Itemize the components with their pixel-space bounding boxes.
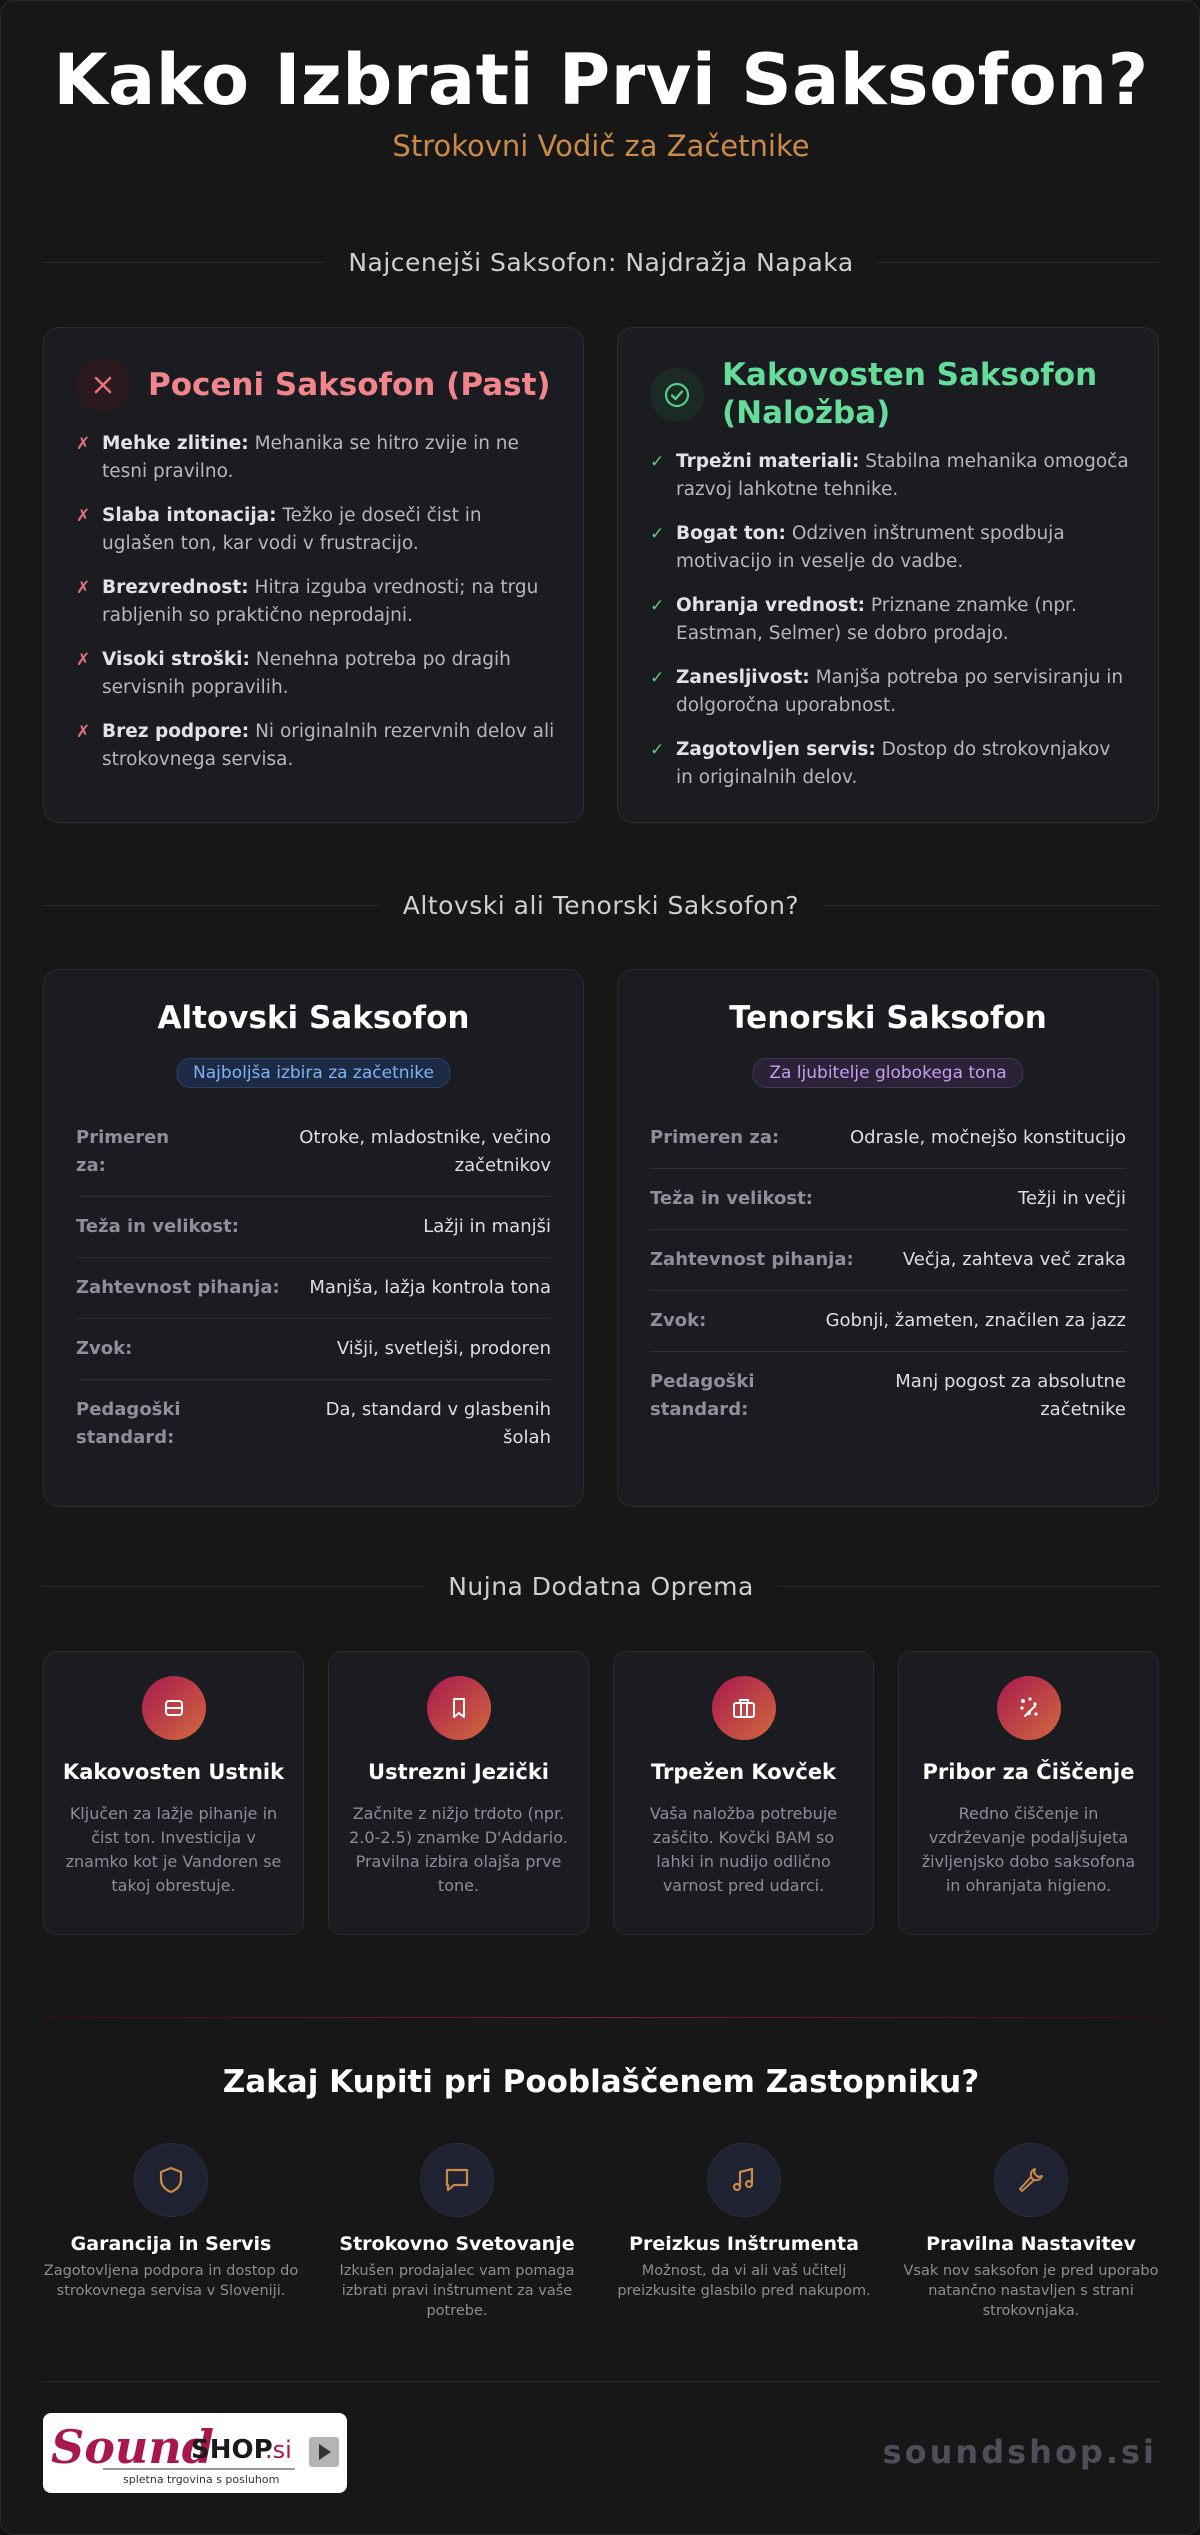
list-item — [76, 646, 555, 702]
section-heading-text: Altovski ali Tenorski Saksofon? — [379, 891, 823, 920]
list-item — [76, 718, 555, 774]
svg-text:Sound: Sound — [51, 2420, 214, 2474]
spec-row — [76, 1197, 551, 1258]
spec-key: Zvok: — [76, 1338, 133, 1359]
spec-row — [650, 1169, 1126, 1230]
why-buy-title: Zakaj Kupiti pri Pooblaščenem Zastopniku? — [222, 2064, 980, 2100]
item-label: Slaba intonacija: — [102, 505, 277, 526]
item-text: Hitra izguba vrednosti; na trgu rabljenih so praktično neprodajni. — [102, 577, 539, 626]
equipment-text: Redno čiščenje in vzdrževanje podaljšujeta življenjsko dobo saksofona in ohranjata higieno. — [921, 1804, 1136, 1895]
spec-value: Večja, zahteva več zraka — [902, 1249, 1126, 1270]
check-circle-icon — [650, 368, 704, 422]
why-item-text: Vsak nov saksofon je pred uporabo natančno nastavljen s strani strokovnjaka. — [903, 2263, 1159, 2319]
spec-key: Zahtevnost pihanja: — [650, 1249, 854, 1270]
spec-value: Težji in večji — [1018, 1188, 1126, 1209]
spec-key: Primeren za: — [76, 1127, 170, 1176]
spec-row — [76, 1319, 551, 1380]
equipment-card-case — [613, 1651, 874, 1935]
x-mark-icon: ✗ — [76, 434, 91, 454]
item-label: Zagotovljen servis: — [676, 739, 876, 760]
svg-text:.si: .si — [265, 2436, 292, 2464]
check-mark-icon: ✓ — [650, 452, 665, 472]
item-label: Brezvrednost: — [102, 577, 249, 598]
accent-divider — [43, 2017, 1159, 2018]
spec-value: Gobnji, žameten, značilen za jazz — [825, 1310, 1126, 1331]
spec-row — [650, 1291, 1126, 1352]
spec-key: Primeren za: — [650, 1127, 780, 1148]
chat-icon — [420, 2143, 494, 2217]
mouthpiece-icon — [142, 1676, 206, 1740]
cheap-panel-title: Poceni Saksofon (Past) — [148, 367, 551, 403]
footer-divider — [43, 2381, 1159, 2382]
why-item-title: Pravilna Nastavitev — [926, 2233, 1136, 2255]
item-text: Dostop do strokovnjakov in originalnih delov. — [676, 739, 1111, 788]
section-heading-alto-vs-tenor — [43, 885, 1159, 925]
why-item-text: Izkušen prodajalec vam pomaga izbrati pravi inštrument za vaše potrebe. — [339, 2263, 575, 2319]
item-label: Trpežni materiali: — [676, 451, 860, 472]
why-item-text: Zagotovljena podpora in dostop do strokovnega servisa v Sloveniji. — [43, 2263, 299, 2299]
shield-icon — [134, 2143, 208, 2217]
item-text: Nenehna potreba po dragih servisnih popravilih. — [102, 649, 511, 698]
item-label: Bogat ton: — [676, 523, 786, 544]
check-mark-icon: ✓ — [650, 740, 665, 760]
page-subtitle: Strokovni Vodič za Začetnike — [392, 129, 810, 163]
equipment-title: Pribor za Čiščenje — [922, 1760, 1135, 1784]
equipment-text: Začnite z nižjo trdoto (npr. 2.0-2.5) znamke D'Addario. Pravilna izbira olajša prve tone. — [349, 1804, 568, 1895]
alto-badge: Najboljša izbira za začetnike — [176, 1058, 451, 1088]
item-label: Ohranja vrednost: — [676, 595, 866, 616]
spec-row — [650, 1230, 1126, 1291]
case-icon — [712, 1676, 776, 1740]
spec-key: Zahtevnost pihanja: — [76, 1277, 280, 1298]
spec-row — [76, 1108, 551, 1197]
x-mark-icon: ✗ — [76, 650, 91, 670]
tenor-card-title: Tenorski Saksofon — [729, 1000, 1047, 1036]
item-label: Mehke zlitine: — [102, 433, 249, 454]
equipment-title: Trpežen Kovček — [650, 1760, 837, 1784]
section-heading-text: Najcenejši Saksofon: Najdražja Napaka — [324, 248, 877, 277]
equipment-text: Ključen za lažje pihanje in čist ton. Investicija v znamko kot je Vandoren se takoj obrestuje. — [65, 1804, 282, 1895]
spec-key: Zvok: — [650, 1310, 707, 1331]
list-item — [650, 592, 1130, 648]
why-item-title: Strokovno Svetovanje — [339, 2233, 575, 2255]
quality-bullets — [650, 448, 1130, 808]
list-item — [650, 736, 1130, 792]
check-mark-icon: ✓ — [650, 596, 665, 616]
soundshop-logo[interactable] — [43, 2413, 347, 2493]
tenor-badge: Za ljubitelje globokega tona — [752, 1058, 1023, 1088]
equipment-card-reeds — [328, 1651, 589, 1935]
spec-row — [650, 1352, 1126, 1440]
spec-value: Lažji in manjši — [423, 1216, 551, 1237]
spec-key: Teža in velikost: — [650, 1188, 813, 1209]
soundshop-logo-graphic — [43, 2413, 347, 2493]
x-mark-icon: ✗ — [76, 578, 91, 598]
spec-value: Otroke, mladostnike, večino začetnikov — [299, 1127, 551, 1176]
cheap-bullets — [76, 430, 555, 790]
svg-text:SHOP: SHOP — [191, 2435, 273, 2465]
page-title: Kako Izbrati Prvi Saksofon? — [53, 39, 1149, 121]
x-mark-icon: ✗ — [76, 722, 91, 742]
item-label: Brez podpore: — [102, 721, 250, 742]
item-text: Manjša potreba po servisiranju in dolgoročna uporabnost. — [676, 667, 1124, 716]
item-text: Mehanika se hitro zvije in ne tesni pravilno. — [102, 433, 519, 482]
item-label: Zanesljivost: — [676, 667, 810, 688]
why-item-setup — [896, 2143, 1166, 2321]
bookmark-icon — [427, 1676, 491, 1740]
item-label: Visoki stroški: — [102, 649, 250, 670]
spec-key: Pedagoški standard: — [76, 1399, 181, 1448]
spec-row — [76, 1380, 551, 1468]
alto-saxophone-card — [43, 969, 584, 1507]
x-mark-icon: ✗ — [76, 506, 91, 526]
alto-spec-table — [76, 1108, 551, 1468]
item-text: Priznane znamke (npr. Eastman, Selmer) se dobro prodajo. — [676, 595, 1077, 644]
spec-row — [76, 1258, 551, 1319]
check-mark-icon: ✓ — [650, 668, 665, 688]
check-mark-icon: ✓ — [650, 524, 665, 544]
equipment-text: Vaša naložba potrebuje zaščito. Kovčki BAM so lahki in nudijo odlično varnost pred udarci. — [649, 1804, 838, 1895]
item-text: Ni originalnih rezervnih delov ali strokovnega servisa. — [102, 721, 555, 770]
alto-card-title: Altovski Saksofon — [157, 1000, 470, 1036]
list-item — [650, 448, 1130, 504]
equipment-title: Kakovosten Ustnik — [62, 1760, 285, 1784]
why-item-title: Preizkus Inštrumenta — [629, 2233, 859, 2255]
spec-value: Manjša, lažja kontrola tona — [309, 1277, 551, 1298]
music-note-icon — [707, 2143, 781, 2217]
why-item-title: Garancija in Servis — [70, 2233, 272, 2255]
spec-key: Teža in velikost: — [76, 1216, 239, 1237]
spec-value: Da, standard v glasbenih šolah — [325, 1399, 551, 1448]
equipment-card-cleaning — [898, 1651, 1159, 1935]
x-circle-icon — [76, 358, 130, 412]
cheap-saxophone-panel — [43, 327, 584, 823]
spec-value: Manj pogost za absolutne začetnike — [895, 1371, 1126, 1420]
item-text: Težko je doseči čist in uglašen ton, kar vodi v frustracijo. — [102, 505, 482, 554]
quality-saxophone-panel — [617, 327, 1159, 823]
spec-value: Odrasle, močnejšo konstitucijo — [850, 1127, 1126, 1148]
tenor-spec-table — [650, 1108, 1126, 1440]
why-item-text: Možnost, da vi ali vaš učitelj preizkusite glasbilo pred nakupom. — [617, 2263, 871, 2299]
list-item — [76, 574, 555, 630]
equipment-card-mouthpiece — [43, 1651, 304, 1935]
quality-panel-title: Kakovosten Saksofon (Naložba) — [722, 357, 1098, 431]
section-heading-text: Nujna Dodatna Oprema — [424, 1572, 778, 1601]
why-item-trial — [609, 2143, 879, 2301]
svg-text:spletna trgovina s posluhom: spletna trgovina s posluhom — [123, 2473, 280, 2486]
list-item — [76, 502, 555, 558]
item-text: Stabilna mehanika omogoča razvoj lahkotne tehnike. — [676, 451, 1129, 500]
list-item — [650, 520, 1130, 576]
cleaning-icon — [997, 1676, 1061, 1740]
equipment-title: Ustrezni Jezički — [368, 1760, 549, 1784]
site-url[interactable]: soundshop.si — [882, 2433, 1157, 2471]
spec-value: Višji, svetlejši, prodoren — [336, 1338, 551, 1359]
list-item — [650, 664, 1130, 720]
spec-key: Pedagoški standard: — [650, 1371, 755, 1420]
section-heading-equipment — [43, 1566, 1159, 1606]
wrench-icon — [994, 2143, 1068, 2217]
spec-row — [650, 1108, 1126, 1169]
why-item-advice — [322, 2143, 592, 2321]
list-item — [76, 430, 555, 486]
section-heading-cheap-vs-quality — [43, 242, 1159, 282]
why-item-warranty — [36, 2143, 306, 2301]
tenor-saxophone-card — [617, 969, 1159, 1507]
item-text: Odziven inštrument spodbuja motivacijo in veselje do vadbe. — [676, 523, 1065, 572]
